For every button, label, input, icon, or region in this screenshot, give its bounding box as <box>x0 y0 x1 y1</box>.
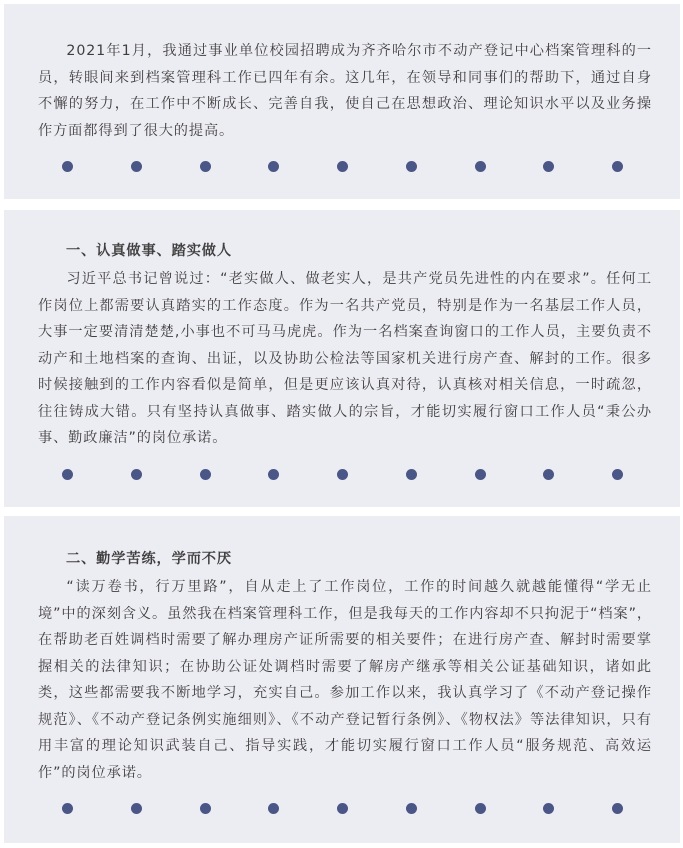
section-1-heading: 一、认真做事、踏实做人 <box>66 243 232 259</box>
divider-dot <box>475 469 486 480</box>
dot-divider <box>4 469 680 483</box>
intro-card <box>4 4 680 199</box>
divider-dot <box>131 803 142 814</box>
divider-dot <box>612 161 623 172</box>
divider-dot <box>200 803 211 814</box>
intro-paragraph: 2021年1月，我通过事业单位校园招聘成为齐齐哈尔市不动产登记中心档案管理科的一员，转眼间来到档案管理科工作已四年有余。这几年，在领导和同事们的帮助下，通过自身不懈的努力，在工作中不断成长、完善自我，使自己在思想政治、理论知识水平以及业务操作方面都得到了很大的提高。 <box>38 43 652 139</box>
divider-dot <box>337 161 348 172</box>
divider-dot <box>62 469 73 480</box>
divider-dot <box>337 469 348 480</box>
section-1-card <box>4 210 680 507</box>
section-2-paragraph: “读万卷书，行万里路”，自从走上了工作岗位，工作的时间越久就越能懂得“学无止境”中的深刻含义。虽然我在档案管理科工作，但是我每天的工作内容却不只拘泥于“档案”，在帮助老百姓调档时需要了解办理房产证所需要的相关要件；在进行房产查、解封时需要掌握相关的法律知识；在协助公证处调档时需要了解房产继承等相关公证基础知识，诸如此类，这些都需要我不断地学习，充实自己。参加工作以来，我认真学习了《不动产登记操作规范》、《不动产登记条例实施细则》、《不动产登记暂行条例》、《物权法》等法律知识，只有用丰富的理论知识武装自己、指导实践，才能切实履行窗口工作人员“服务规范、高效运作”的岗位承诺。 <box>38 579 652 781</box>
divider-dot <box>406 803 417 814</box>
section-1-paragraph: 习近平总书记曾说过：“老实做人、做老实人，是共产党员先进性的内在要求”。任何工作岗位上都需要认真踏实的工作态度。作为一名共产党员，特别是作为一名基层工作人员，大事一定要清清楚楚,小事也不可马马虎虎。作为一名档案查询窗口的工作人员，主要负责不动产和土地档案的查询、出证，以及协助公检法等国家机关进行房产查、解封的工作。很多时候接触到的工作内容看似是简单，但是更应该认真对待，认真核对相关信息，一时疏忽，往往铸成大错。只有坚持认真做事、踏实做人的宗旨，才能切实履行窗口工作人员“秉公办事、勤政廉洁”的岗位承诺。 <box>38 271 652 446</box>
divider-dot <box>337 803 348 814</box>
divider-dot <box>268 469 279 480</box>
divider-dot <box>543 469 554 480</box>
divider-dot <box>543 161 554 172</box>
divider-dot <box>200 161 211 172</box>
divider-dot <box>406 161 417 172</box>
dot-divider <box>4 161 680 175</box>
divider-dot <box>612 803 623 814</box>
divider-dot <box>131 161 142 172</box>
divider-dot <box>406 469 417 480</box>
divider-dot <box>62 161 73 172</box>
divider-dot <box>543 803 554 814</box>
dot-divider <box>4 803 680 817</box>
divider-dot <box>612 469 623 480</box>
divider-dot <box>475 161 486 172</box>
divider-dot <box>62 803 73 814</box>
section-2-card <box>4 516 680 843</box>
divider-dot <box>268 161 279 172</box>
divider-dot <box>475 803 486 814</box>
section-2-heading: 二、勤学苦练，学而不厌 <box>66 551 232 567</box>
divider-dot <box>268 803 279 814</box>
divider-dot <box>131 469 142 480</box>
divider-dot <box>200 469 211 480</box>
